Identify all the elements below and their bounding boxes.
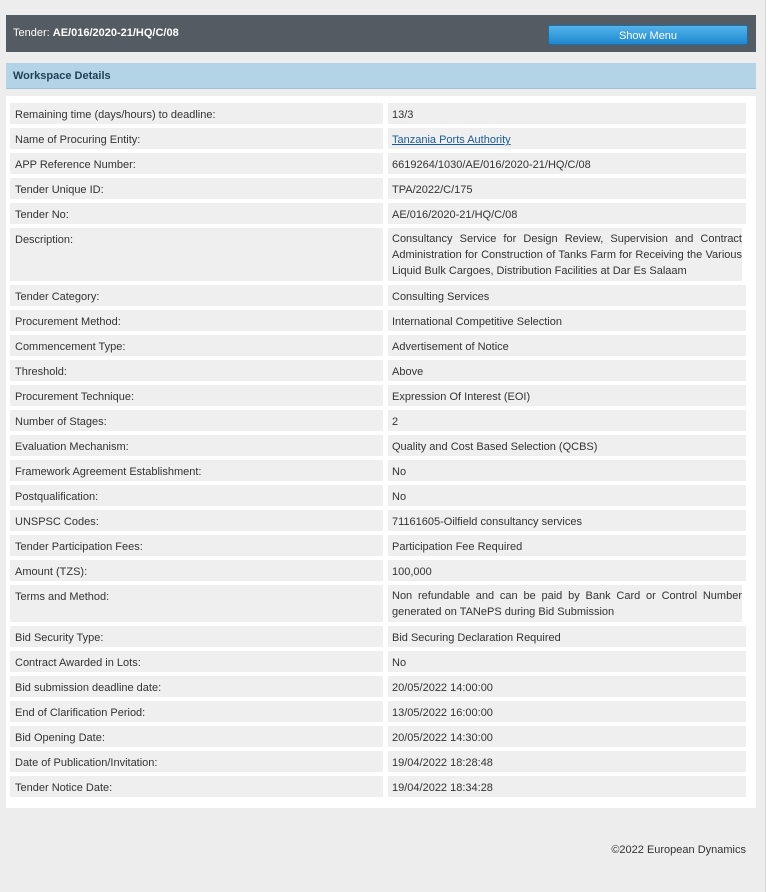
detail-value: International Competitive Selection xyxy=(388,310,746,331)
detail-label: Tender Notice Date: xyxy=(10,776,383,797)
detail-row-number-of-stages xyxy=(10,410,756,431)
detail-value: 6619264/1030/AE/016/2020-21/HQ/C/08 xyxy=(388,153,746,174)
detail-value: Quality and Cost Based Selection (QCBS) xyxy=(388,435,746,456)
detail-value: No xyxy=(388,485,746,506)
detail-value: Consulting Services xyxy=(388,285,746,306)
detail-value xyxy=(388,128,746,149)
detail-value: 100,000 xyxy=(388,560,746,581)
detail-label: Number of Stages: xyxy=(10,410,383,431)
detail-label: Commencement Type: xyxy=(10,335,383,356)
detail-label: Procurement Method: xyxy=(10,310,383,331)
tender-number: AE/016/2020-21/HQ/C/08 xyxy=(52,27,179,39)
detail-value: 19/04/2022 18:34:28 xyxy=(388,776,746,797)
detail-label: Bid Security Type: xyxy=(10,626,383,647)
detail-row-publication-date xyxy=(10,751,756,772)
detail-value: 2 xyxy=(388,410,746,431)
detail-label: UNSPSC Codes: xyxy=(10,510,383,531)
detail-value: 13/05/2022 16:00:00 xyxy=(388,701,746,722)
detail-value: Non refundable and can be paid by Bank Card or Control Number generated on TANePS during Bid Submission xyxy=(388,585,742,622)
detail-row-contract-lots xyxy=(10,651,756,672)
detail-value: Advertisement of Notice xyxy=(388,335,746,356)
detail-value: TPA/2022/C/175 xyxy=(388,178,746,199)
detail-row-procurement-method xyxy=(10,310,756,331)
detail-row-tender-no xyxy=(10,203,756,224)
procuring-entity-link[interactable]: Tanzania Ports Authority xyxy=(392,134,511,146)
detail-row-procuring-entity xyxy=(10,128,756,149)
detail-row-clarification-end xyxy=(10,701,756,722)
detail-value: Participation Fee Required xyxy=(388,535,746,556)
detail-row-evaluation-mechanism xyxy=(10,435,756,456)
detail-label: Terms and Method: xyxy=(10,585,383,622)
detail-value: AE/016/2020-21/HQ/C/08 xyxy=(388,203,746,224)
detail-label: Tender Unique ID: xyxy=(10,178,383,199)
detail-value: Expression Of Interest (EOI) xyxy=(388,385,746,406)
detail-label: Procurement Technique: xyxy=(10,385,383,406)
detail-row-notice-date xyxy=(10,776,756,797)
detail-value: Above xyxy=(388,360,746,381)
tender-header-bar xyxy=(6,15,756,52)
detail-row-unique-id xyxy=(10,178,756,199)
detail-value: Bid Securing Declaration Required xyxy=(388,626,746,647)
detail-label: Tender Participation Fees: xyxy=(10,535,383,556)
detail-row-amount xyxy=(10,560,756,581)
detail-label: Bid submission deadline date: xyxy=(10,676,383,697)
detail-value: Consultancy Service for Design Review, Supervision and Contract Administration for Construction of Tanks Farm for Receiving the Various Liquid Bulk Cargoes, Distribution Facilities at Dar Es Salaam xyxy=(388,228,742,281)
workspace-details-header xyxy=(6,63,756,89)
detail-row-threshold xyxy=(10,360,756,381)
detail-label: Threshold: xyxy=(10,360,383,381)
detail-label: Amount (TZS): xyxy=(10,560,383,581)
detail-row-category xyxy=(10,285,756,306)
detail-value: 71161605-Oilfield consultancy services xyxy=(388,510,746,531)
detail-value: No xyxy=(388,460,746,481)
detail-label: Bid Opening Date: xyxy=(10,726,383,747)
detail-value: 20/05/2022 14:00:00 xyxy=(388,676,746,697)
footer xyxy=(0,822,756,892)
detail-row-participation-fees xyxy=(10,535,756,556)
copyright-text: ©2022 European Dynamics xyxy=(611,844,746,856)
detail-value: 20/05/2022 14:30:00 xyxy=(388,726,746,747)
detail-value: 13/3 xyxy=(388,103,746,124)
detail-row-description xyxy=(10,228,756,281)
detail-row-bid-security-type xyxy=(10,626,756,647)
detail-row-framework-agreement xyxy=(10,460,756,481)
detail-label: APP Reference Number: xyxy=(10,153,383,174)
detail-row-postqualification xyxy=(10,485,756,506)
detail-label: Contract Awarded in Lots: xyxy=(10,651,383,672)
detail-label: Framework Agreement Establishment: xyxy=(10,460,383,481)
show-menu-button[interactable]: Show Menu xyxy=(548,25,748,45)
tender-prefix: Tender: xyxy=(13,27,50,39)
detail-label: Tender Category: xyxy=(10,285,383,306)
detail-row-app-reference xyxy=(10,153,756,174)
section-title: Workspace Details xyxy=(13,70,111,82)
detail-label: Date of Publication/Invitation: xyxy=(10,751,383,772)
detail-label: Name of Procuring Entity: xyxy=(10,128,383,149)
detail-value: 19/04/2022 18:28:48 xyxy=(388,751,746,772)
details-panel xyxy=(6,96,756,808)
detail-label: End of Clarification Period: xyxy=(10,701,383,722)
detail-label: Postqualification: xyxy=(10,485,383,506)
detail-label: Description: xyxy=(10,228,383,281)
tender-title xyxy=(13,27,179,39)
scrollbar[interactable] xyxy=(765,0,773,892)
detail-row-procurement-technique xyxy=(10,385,756,406)
detail-row-bid-deadline xyxy=(10,676,756,697)
detail-row-terms-and-method xyxy=(10,585,756,622)
detail-label: Evaluation Mechanism: xyxy=(10,435,383,456)
detail-row-bid-opening xyxy=(10,726,756,747)
detail-label: Remaining time (days/hours) to deadline: xyxy=(10,103,383,124)
detail-value: No xyxy=(388,651,746,672)
detail-label: Tender No: xyxy=(10,203,383,224)
detail-row-commencement-type xyxy=(10,335,756,356)
detail-row-unspsc-codes xyxy=(10,510,756,531)
detail-row-remaining-time xyxy=(10,103,756,124)
